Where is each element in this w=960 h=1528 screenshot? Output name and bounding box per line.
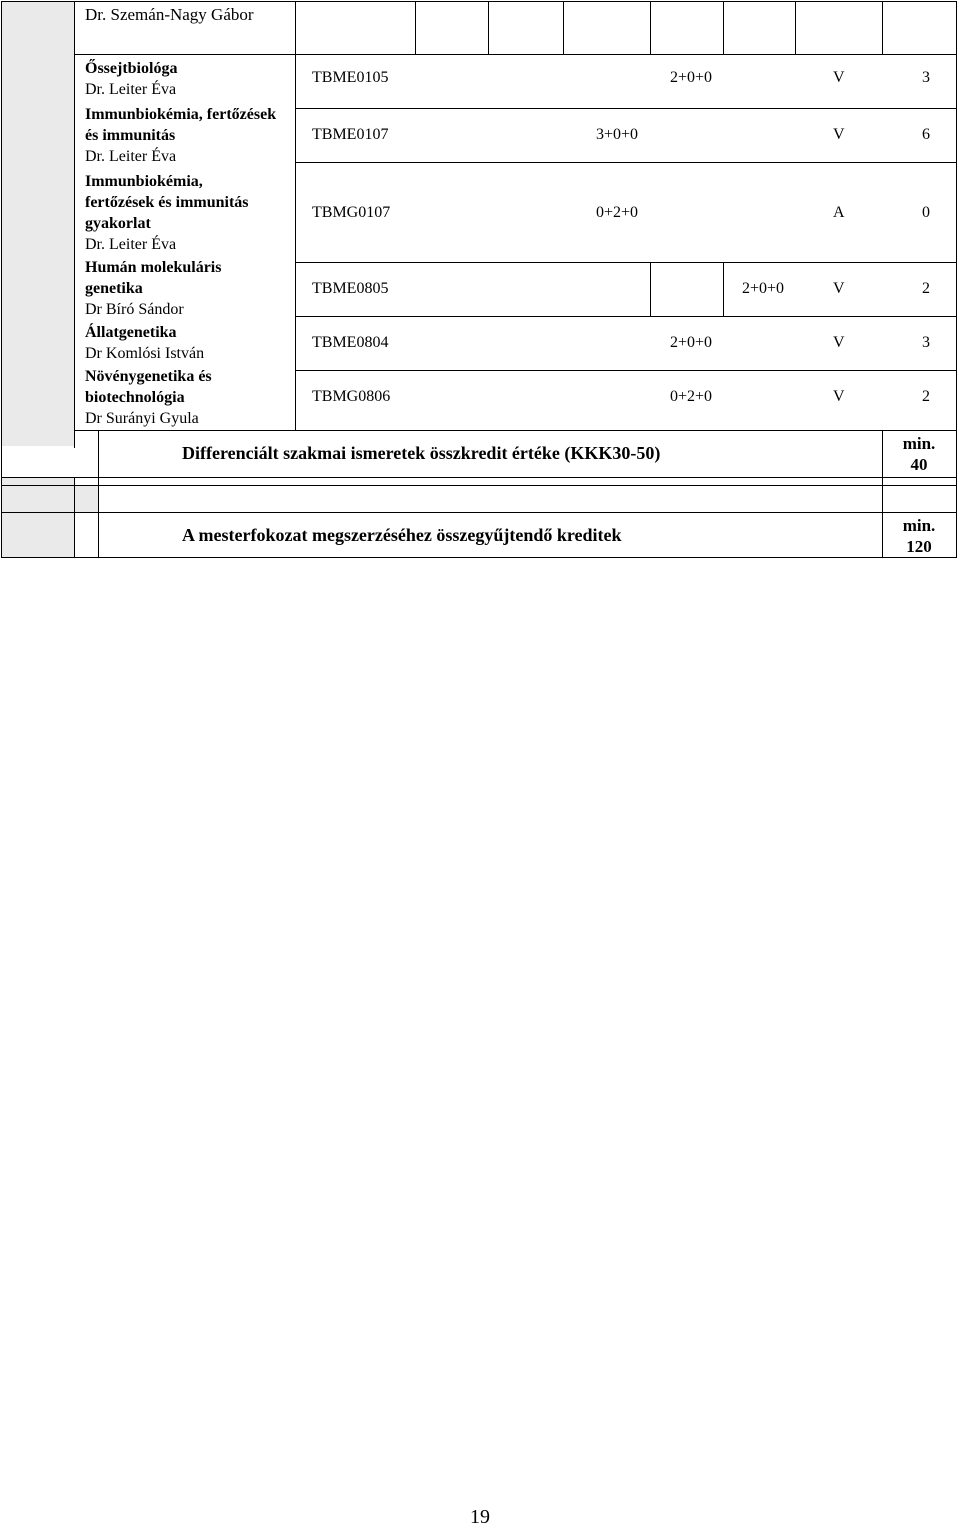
grid-line [795,1,796,55]
grid-line [98,477,99,558]
course-hours: 2+0+0 [741,280,784,297]
course-hours: 2+0+0 [669,334,712,351]
course-exam: V [833,388,845,405]
course-hours: 2+0+0 [669,69,712,86]
course-teacher: Dr Surányi Gyula [85,410,199,427]
course-title: Növénygenetika és biotechnológia [85,368,212,406]
grid-line [74,1,75,448]
course-teacher: Dr Komlósi István [85,345,205,362]
course-exam: V [833,126,845,143]
grid-line [488,1,489,55]
summary-min-value: 40 [910,455,928,474]
grid-line [1,557,957,558]
course-hours: 0+2+0 [669,388,712,405]
summary-min-label: min. [902,516,936,535]
grid-line [723,1,724,55]
course-code: TBMG0107 [312,204,391,221]
course-exam: V [833,280,845,297]
grid-line [74,430,956,431]
page-number: 19 [470,1506,490,1528]
course-credit: 3 [922,69,930,86]
grid-line [74,54,956,55]
header-teacher: Dr. Szemán-Nagy Gábor [85,5,254,24]
course-teacher: Dr Bíró Sándor [85,301,184,318]
grid-line [295,262,956,263]
grid-line [295,108,956,109]
course-credit: 6 [922,126,930,143]
grid-line [1,1,2,558]
grid-line [1,1,957,2]
course-teacher: Dr. Leiter Éva [85,236,177,253]
course-hours: 0+2+0 [595,204,638,221]
grid-line [74,477,75,558]
summary-min-label: min. [902,434,936,453]
grid-line [956,1,957,558]
grid-line [1,477,957,478]
course-teacher: Dr. Leiter Éva [85,148,177,165]
grid-line [650,1,651,55]
grid-line [295,162,956,163]
course-credit: 2 [922,388,930,405]
summary-label: Differenciált szakmai ismeretek összkredit értéke (KKK30-50) [182,443,661,463]
course-code: TBME0804 [312,334,389,351]
course-credit: 3 [922,334,930,351]
course-credit: 2 [922,280,930,297]
grid-line [295,316,956,317]
grid-line [415,1,416,55]
course-list [85,58,291,429]
course-title: Humán molekuláris genetika [85,259,222,297]
course-title: Immunbiokémia, fertőzések és immunitás gyakorlat [85,173,249,232]
course-code: TBME0105 [312,69,389,86]
grid-line [295,370,956,371]
summary-label: A mesterfokozat megszerzéséhez összegyűjtendő kreditek [182,525,622,545]
grid-line [1,512,957,513]
grid-line [295,1,296,430]
course-teacher: Dr. Leiter Éva [85,81,177,98]
course-exam: V [833,69,845,86]
grid-line [1,485,957,486]
grid-line [650,262,651,316]
course-code: TBMG0806 [312,388,391,405]
left-gutter [2,2,74,446]
course-code: TBME0107 [312,126,389,143]
course-exam: A [833,204,845,221]
summary-gutter-mid [74,486,98,512]
course-hours: 3+0+0 [595,126,638,143]
course-credit: 0 [922,204,930,221]
course-exam: V [833,334,845,351]
course-code: TBME0805 [312,280,389,297]
summary-gutter [2,478,74,558]
course-title: Immunbiokémia, fertőzések és immunitás [85,106,277,144]
course-title: Állatgenetika [85,324,177,341]
grid-line [563,1,564,55]
course-title: Őssejtbiológa [85,60,178,77]
grid-line [98,430,99,478]
summary-min-value: 120 [906,537,932,556]
grid-line [882,1,883,55]
